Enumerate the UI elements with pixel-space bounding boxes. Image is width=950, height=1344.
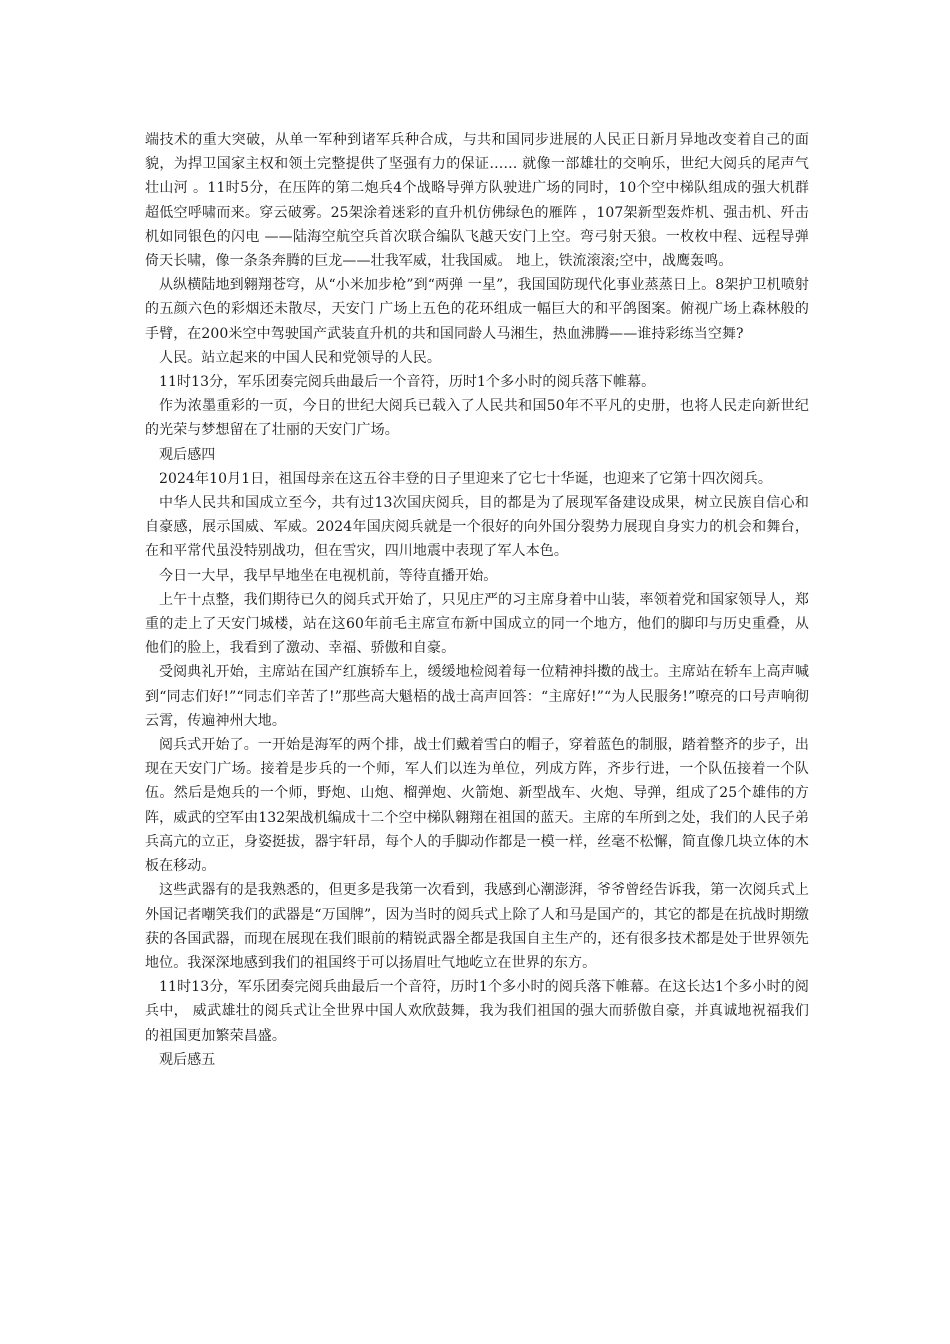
section-heading-5: 观后感五 — [159, 1051, 216, 1068]
paragraph-10: 受阅典礼开始，主席站在国产红旗轿车上，缓缓地检阅着每一位精神抖擞的战士。主席站在轿车上高声喊到“同志们好!”“同志们辛苦了!”那些高大魁梧的战士高声回答：“主席好!”“为人民服务!”嘹亮的口号声响彻云霄，传遍神州大地。 — [145, 664, 809, 729]
paragraph-2: 从纵横陆地到翱翔苍穹，从“小米加步枪”到“两弹 一星”，我国国防现代化事业蒸蒸日上。8架护卫机喷射的五颜六色的彩烟还未散尽，天安门 广场上五色的花环组成一幅巨大的和平鸽图案。俯视广场上森林般的手臂，在200米空中驾驶国产武装直升机的共和国同龄人马湘生，热血沸腾——谁持彩练当空舞? — [145, 277, 809, 342]
document-body — [145, 128, 809, 1072]
paragraph-11: 阅兵式开始了。一开始是海军的两个排，战士们戴着雪白的帽子，穿着蓝色的制服，踏着整齐的步子，出现在天安门广场。接着是步兵的一个师，军人们以连为单位，列成方阵，齐步行进，一个队伍接着一个队伍。然后是炮兵的一个师，野炮、山炮、榴弹炮、火箭炮、新型战车、火炮、导弹，组成了25个雄伟的方阵，威武的空军由132架战机编成十二个空中梯队翱翔在祖国的蓝天。主席的车所到之处，我们的人民子弟兵高亢的立正，身姿挺拔，器宇轩昂，每个人的手脚动作都是一模一样，丝毫不松懈，简直像几块立体的木板在移动。 — [145, 737, 809, 875]
section-heading-4: 观后感四 — [159, 446, 216, 463]
paragraph-7: 中华人民共和国成立至今，共有过13次国庆阅兵，目的都是为了展现军备建设成果，树立民族自信心和自豪感，展示国威、军威。2024年国庆阅兵就是一个很好的向外国分裂势力展现自身实力的机会和舞台，在和平常代虽没特别战功，但在雪灾，四川地震中表现了军人本色。 — [145, 495, 809, 560]
paragraph-3: 人民。站立起来的中国人民和党领导的人民。 — [159, 349, 441, 366]
paragraph-4: 11时13分，军乐团奏完阅兵曲最后一个音符，历时1个多小时的阅兵落下帷幕。 — [159, 374, 656, 391]
paragraph-8: 今日一大早，我早早地坐在电视机前，等待直播开始。 — [159, 567, 498, 584]
paragraph-13: 11时13分，军乐团奏完阅兵曲最后一个音符，历时1个多小时的阅兵落下帷幕。在这长达1个多小时的阅兵中， 威武雄壮的阅兵式让全世界中国人欢欣鼓舞，我为我们祖国的强大而骄傲自豪，并真诚地祝福我们的祖国更加繁荣昌盛。 — [145, 979, 809, 1044]
paragraph-9: 上午十点整，我们期待已久的阅兵式开始了，只见庄严的习主席身着中山装，率领着党和国家领导人，郑重的走上了天安门城楼，站在这60年前毛主席宣布新中国成立的同一个地方，他们的脚印与历史重叠，从他们的脸上，我看到了激动、幸福、骄傲和自豪。 — [145, 591, 809, 657]
paragraph-6: 2024年10月1日，祖国母亲在这五谷丰登的日子里迎来了它七十华诞，也迎来了它第十四次阅兵。 — [159, 470, 772, 487]
paragraph-5: 作为浓墨重彩的一页，今日的世纪大阅兵已载入了人民共和国50年不平凡的史册，也将人民走向新世纪的光荣与梦想留在了壮丽的天安门广场。 — [145, 398, 809, 439]
paragraph-1: 端技术的重大突破，从单一军种到诸军兵种合成，与共和国同步进展的人民正日新月异地改变着自己的面貌，为捍卫国家主权和领土完整提供了坚强有力的保证…… 就像一部雄壮的交响乐，世纪大阅兵的尾声气壮山河 。11时5分，在压阵的第二炮兵4个战略导弹方队驶进广场的同时，10个空中梯队组成的强大机群超低空呼啸而来。穿云破雾。25架涂着迷彩的直升机仿佛绿色的雁阵 ，107架新型轰炸机、强击机、歼击机如同银色的闪电 ——陆海空航空兵首次联合编队飞越天安门上空。弯弓射天狼。一枚枚中程、远程导弹倚天长啸，像一条条奔腾的巨龙——壮我军威，壮我国威。 地上，铁流滚滚;空中，战鹰轰鸣。 — [145, 132, 809, 270]
paragraph-12: 这些武器有的是我熟悉的，但更多是我第一次看到，我感到心潮澎湃，爷爷曾经告诉我，第一次阅兵式上外国记者嘲笑我们的武器是“万国牌”，因为当时的阅兵式上除了人和马是国产的，其它的都是在抗战时期缴获的各国武器，而现在展现在我们眼前的精锐武器全都是我国自主生产的，还有很多技术都是处于世界领先地位。我深深地感到我们的祖国终于可以扬眉吐气地屹立在世界的东方。 — [145, 882, 809, 971]
